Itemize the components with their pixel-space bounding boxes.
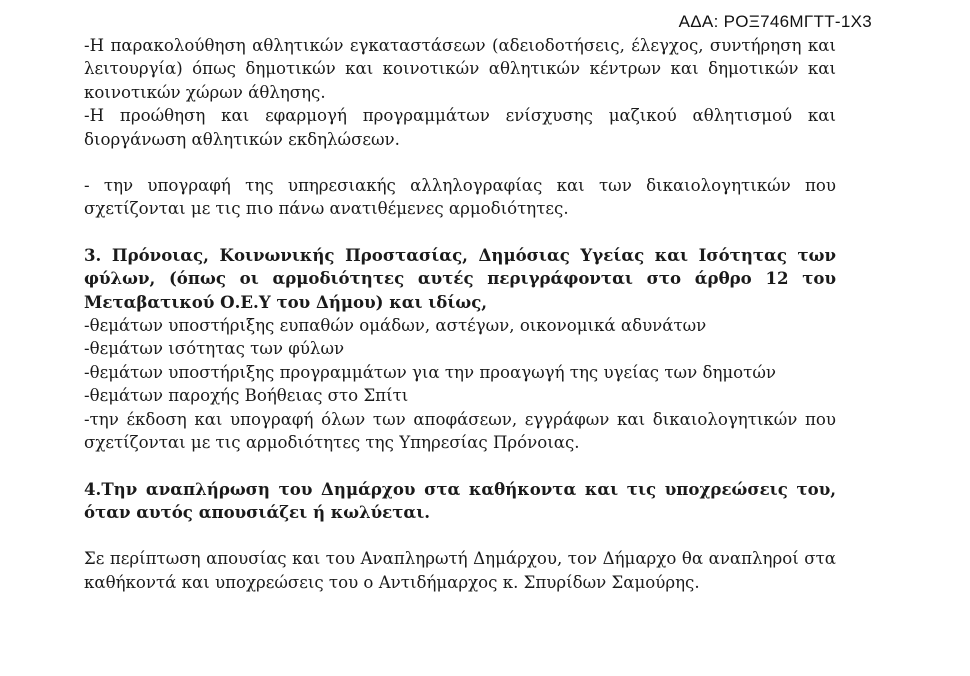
- list-item-vulnerable-groups: -θεμάτων υποστήριξης ευπαθών ομάδων, αστέγων, οικονομικά αδυνάτων: [84, 316, 707, 336]
- paragraph-sports-facilities: -Η παρακολούθηση αθλητικών εγκαταστάσεων (αδειοδοτήσεις, έλεγχος, συντήρηση και λειτουργία) όπως δημοτικών και κοινοτικών αθλητικών κέντρων και δημοτικών και κοινοτικών χώρων άθλησης.: [84, 36, 836, 102]
- ada-document-code: ΑΔΑ: ΡΟΞ746ΜΓΤΤ-1Χ3: [678, 12, 872, 31]
- list-item-home-help: -θεμάτων παροχής Βοήθειας στο Σπίτι: [84, 386, 409, 406]
- paragraph-mass-sports: -Η προώθηση και εφαρμογή προγραμμάτων ενίσχυσης μαζικού αθλητισμού και διοργάνωση αθλητικών εκδηλώσεων.: [84, 106, 836, 149]
- paragraph-deputy-mayor-substitution: Σε περίπτωση απουσίας και του Αναπληρωτή Δημάρχου, τον Δήμαρχο θα αναπληροί στα καθήκοντά και υποχρεώσεις του ο Αντιδήμαρχος κ. Σπυρίδων Σαμούρης.: [84, 549, 836, 592]
- list-item-health-programs: -θεμάτων υποστήριξης προγραμμάτων για την προαγωγή της υγείας των δημοτών: [84, 362, 776, 382]
- list-item-welfare-decisions: -την έκδοση και υπογραφή όλων των αποφάσεων, εγγράφων και δικαιολογητικών που σχετίζονται με τις αρμοδιότητες της Υπηρεσίας Πρόνοιας.: [84, 409, 836, 453]
- section-4-heading: 4.Την αναπλήρωση του Δημάρχου στα καθήκοντα και τις υποχρεώσεις του, όταν αυτός απουσιάζει ή κωλύεται.: [84, 478, 836, 522]
- document-body: [84, 34, 836, 594]
- list-item-gender-equality: -θεμάτων ισότητας των φύλων: [84, 339, 345, 359]
- section-3-heading: 3. Πρόνοιας, Κοινωνικής Προστασίας, Δημόσιας Υγείας και Ισότητας των φύλων, (όπως οι αρμοδιότητες αυτές περιγράφονται στο άρθρο 12 του Μεταβατικού Ο.Ε.Υ του Δήμου) και ιδίως,: [84, 244, 836, 312]
- paragraph-correspondence-signature: - την υπογραφή της υπηρεσιακής αλληλογραφίας και των δικαιολογητικών που σχετίζονται με τις πιο πάνω ανατιθέμενες αρμοδιότητες.: [84, 176, 836, 219]
